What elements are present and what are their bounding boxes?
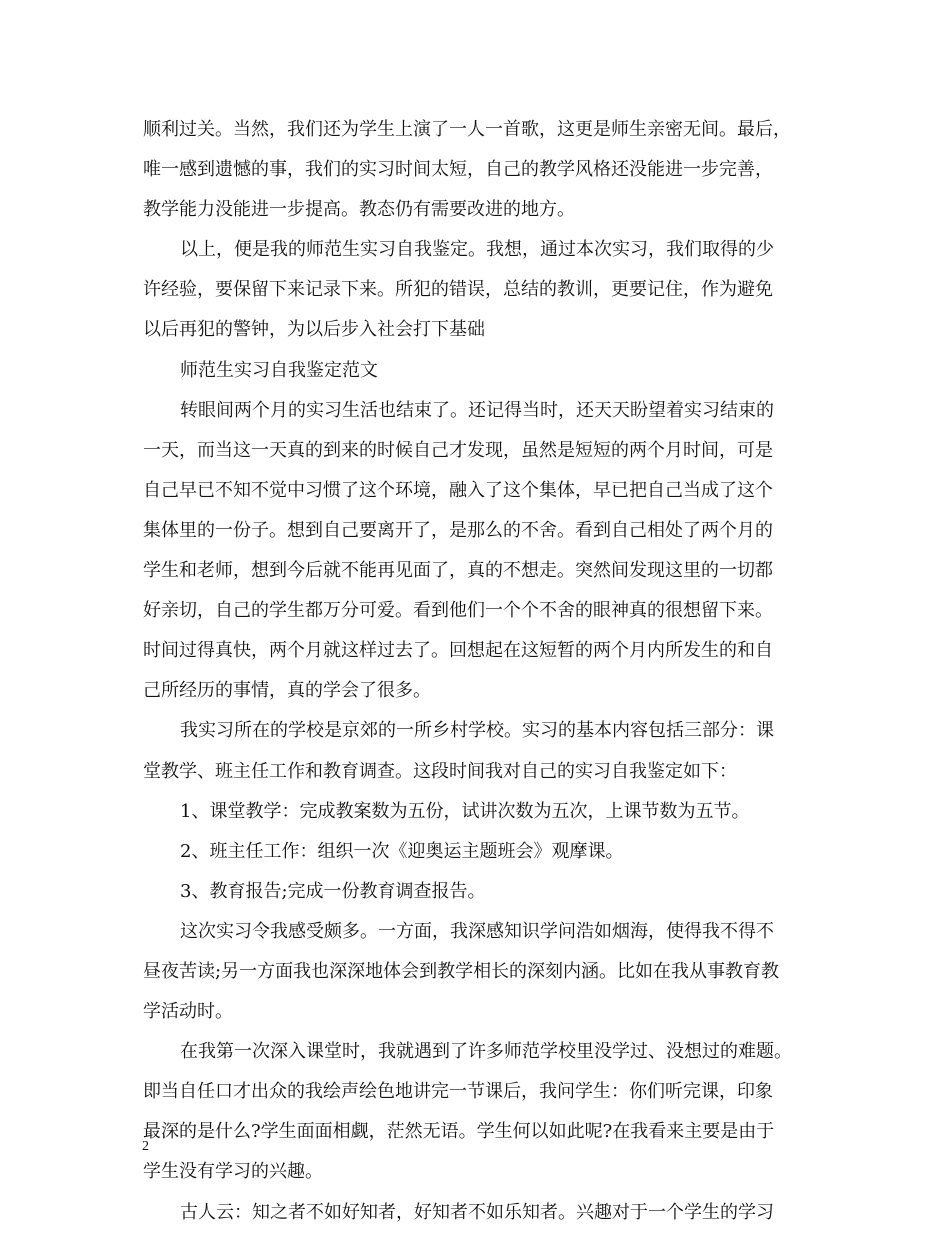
text-line: 即当自任口才出众的我绘声绘色地讲完一节课后，我问学生：你们听完课，印象	[143, 1081, 773, 1103]
text-line: 师范生实习自我鉴定范文	[180, 359, 378, 381]
text-line: 2、班主任工作：组织一次《迎奥运主题班会》观摩课。	[180, 840, 624, 862]
text-line: 教学能力没能进一步提高。教态仍有需要改进的地方。	[143, 199, 575, 221]
text-line: 唯一感到遗憾的事，我们的实习时间太短，自己的教学风格还没能进一步完善，	[143, 159, 773, 181]
text-line: 以上，便是我的师范生实习自我鉴定。我想，通过本次实习，我们取得的少	[180, 239, 774, 261]
text-line: 一天，而当这一天真的到来的时候自己才发现，虽然是短短的两个月时间，可是	[143, 439, 773, 461]
text-line: 以后再犯的警钟，为以后步入社会打下基础	[143, 319, 485, 341]
text-line: 我实习所在的学校是京郊的一所乡村学校。实习的基本内容包括三部分：课	[180, 720, 774, 742]
text-line: 堂教学、班主任工作和教育调查。这段时间我对自己的实习自我鉴定如下：	[143, 760, 737, 782]
text-line: 学生没有学习的兴趣。	[143, 1161, 323, 1183]
text-line: 自己早已不知不觉中习惯了这个环境，融入了这个集体，早已把自己当成了这个	[143, 479, 773, 501]
text-line: 好亲切，自己的学生都万分可爱。看到他们一个个不舍的眼神真的很想留下来。	[143, 600, 773, 622]
text-line: 时间过得真快，两个月就这样过去了。回想起在这短暂的两个月内所发生的和自	[143, 640, 773, 662]
text-line: 学生和老师，想到今后就不能再见面了，真的不想走。突然间发现这里的一切都	[143, 560, 773, 582]
text-line: 1、课堂教学：完成教案数为五份，试讲次数为五次，上课节数为五节。	[180, 800, 750, 822]
body-text	[143, 110, 808, 1233]
text-line: 这次实习令我感受颇多。一方面，我深感知识学问浩如烟海，使得我不得不	[180, 920, 774, 942]
text-line: 许经验，要保留下来记录下来。所犯的错误，总结的教训，更要记住，作为避免	[143, 279, 773, 301]
text-line: 古人云：知之者不如好知者，好知者不如乐知者。兴趣对于一个学生的学习	[180, 1201, 774, 1223]
text-line: 昼夜苦读;另一方面我也深深地体会到教学相长的深刻内涵。比如在我从事教育教	[143, 960, 780, 982]
text-line: 最深的是什么?学生面面相觑，茫然无语。学生何以如此呢?在我看来主要是由于	[143, 1121, 775, 1143]
text-line: 集体里的一份子。想到自己要离开了，是那么的不舍。看到自己相处了两个月的	[143, 519, 773, 541]
text-line: 顺利过关。当然，我们还为学生上演了一人一首歌，这更是师生亲密无间。最后，	[143, 119, 791, 140]
text-line: 3、教育报告;完成一份教育调查报告。	[180, 880, 486, 902]
text-line: 在我第一次深入课堂时，我就遇到了许多师范学校里没学过、没想过的难题。	[180, 1041, 792, 1063]
page-number: 2	[142, 1139, 149, 1154]
text-line: 己所经历的事情，真的学会了很多。	[143, 680, 431, 702]
text-line: 转眼间两个月的实习生活也结束了。还记得当时，还天天盼望着实习结束的	[180, 399, 774, 421]
text-line: 学活动时。	[143, 1001, 233, 1023]
